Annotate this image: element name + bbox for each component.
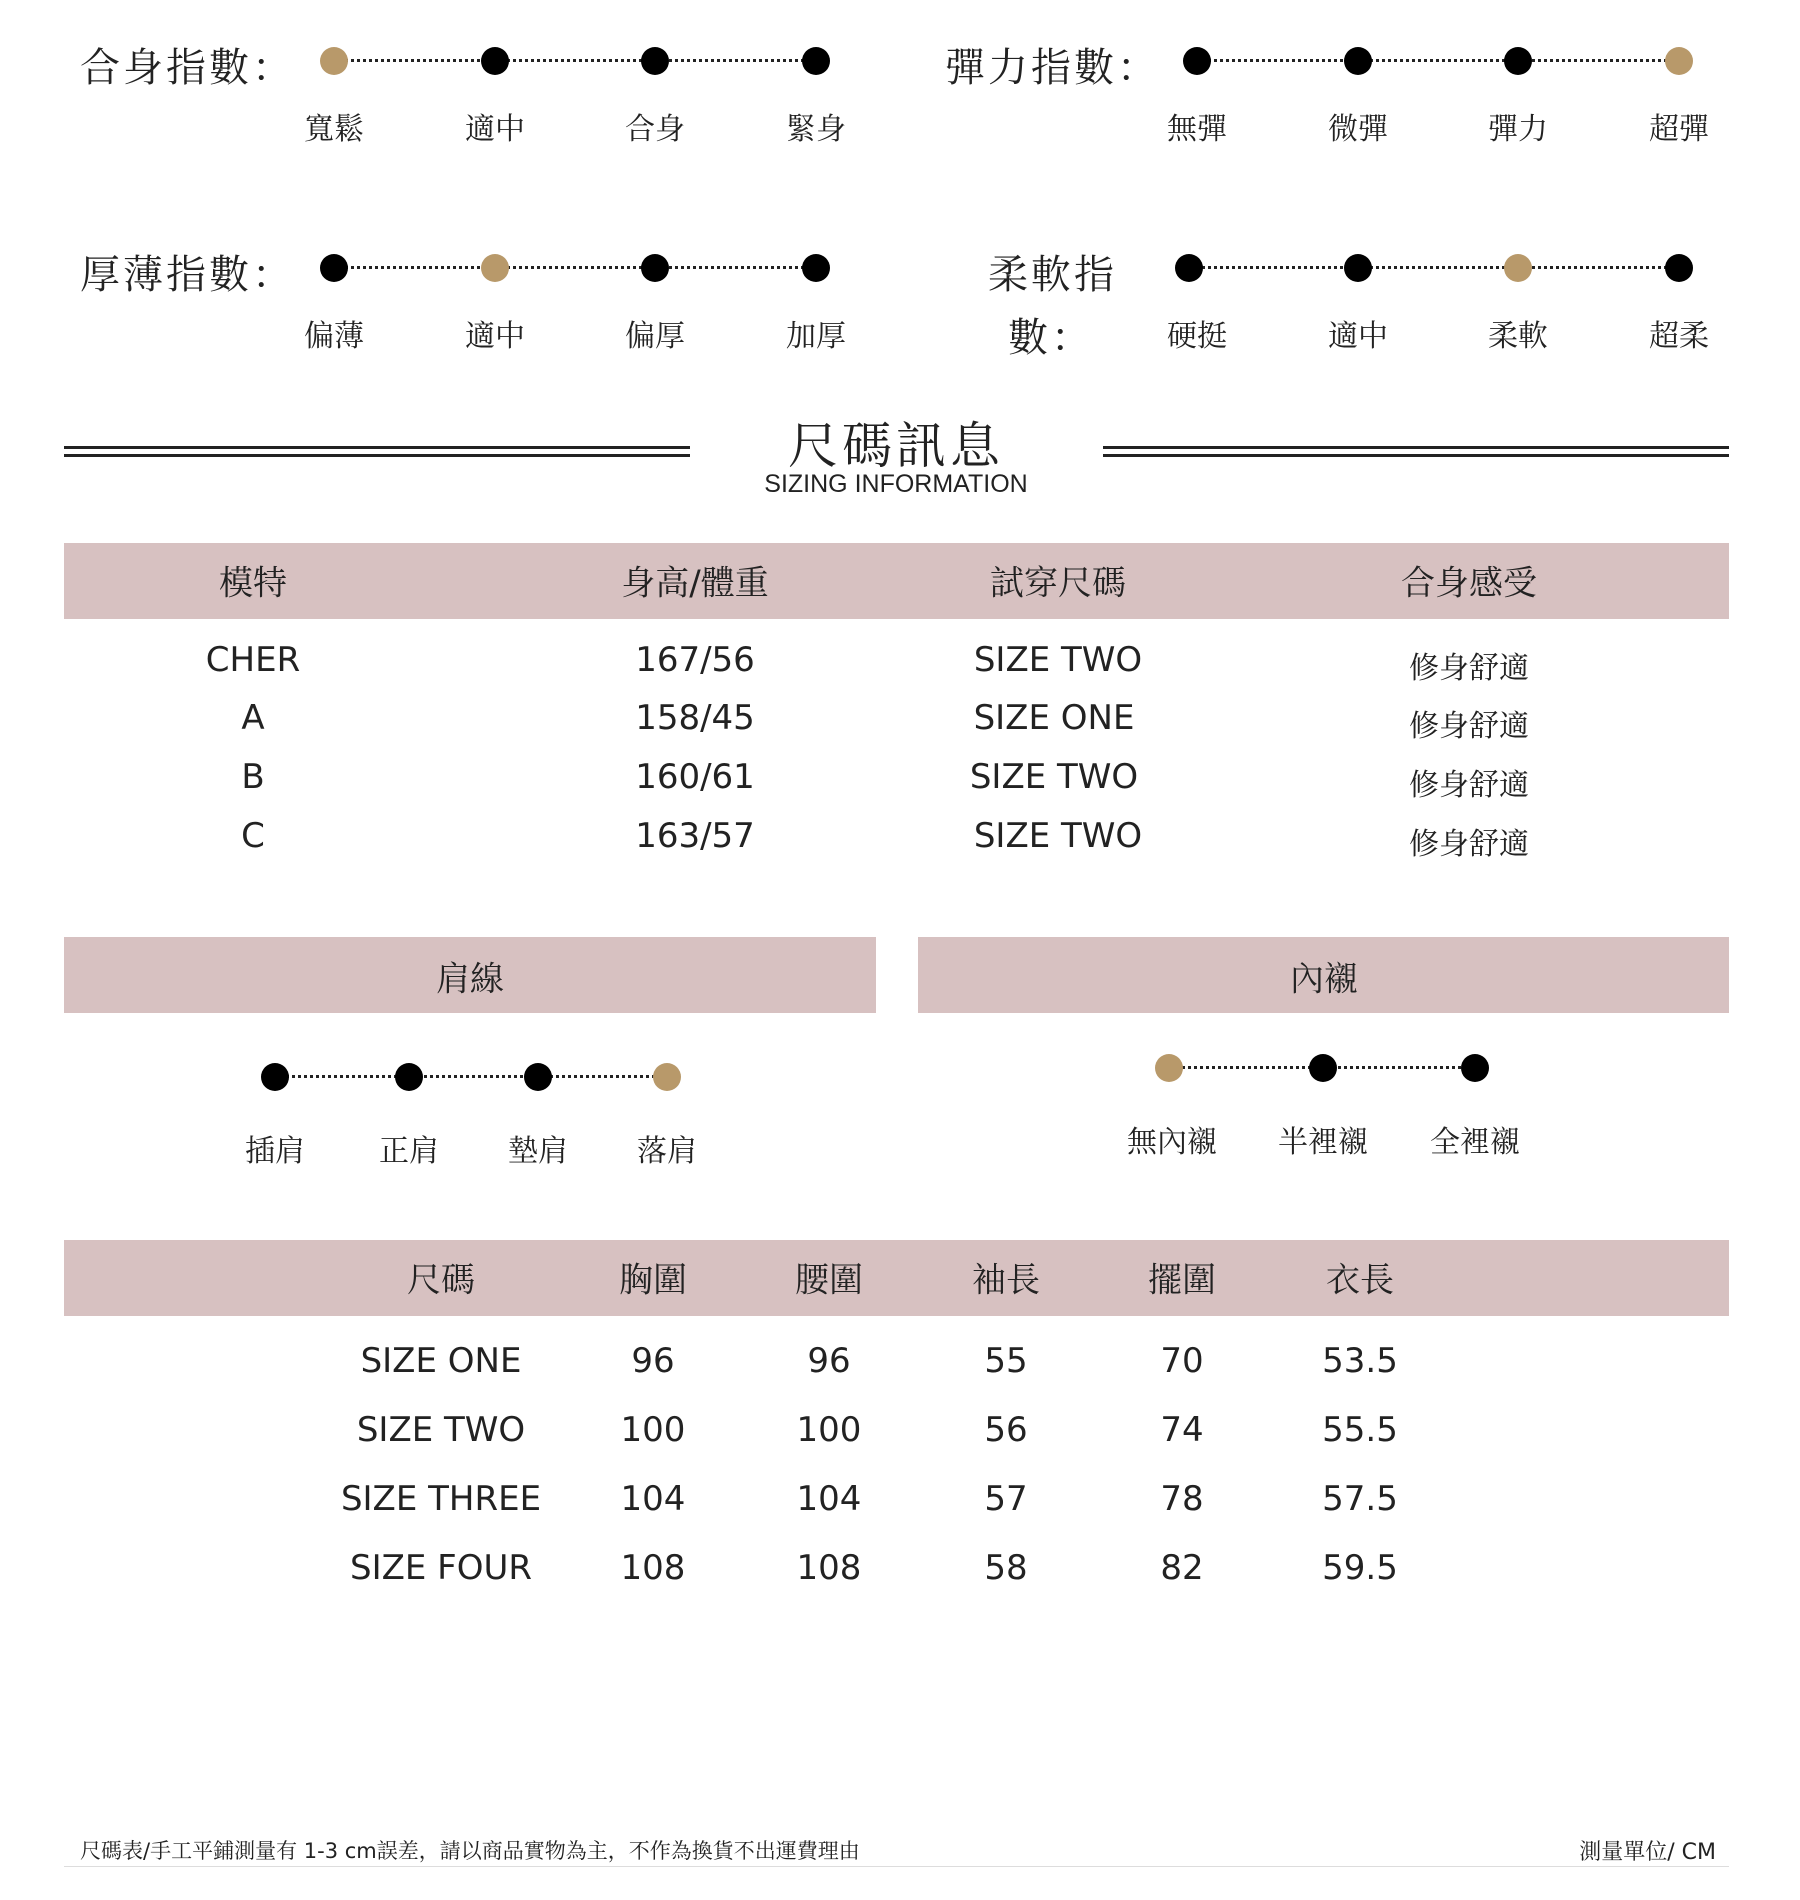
size-cell: SIZE ONE: [360, 1341, 522, 1381]
size-header-cell: 擺圍: [1148, 1260, 1216, 1301]
size-header-cell: 尺碼: [407, 1260, 475, 1301]
size-cell: 100: [796, 1410, 862, 1450]
model-header-cell: 合身感受: [1401, 563, 1537, 604]
thickness-index-track: [334, 266, 816, 269]
model-cell: 修身舒適: [1409, 827, 1529, 862]
size-header-cell: 衣長: [1326, 1260, 1394, 1301]
model-cell: SIZE ONE: [973, 698, 1135, 738]
fit-option-label: 寬鬆: [304, 112, 364, 147]
footer-rule: [64, 1866, 1729, 1867]
heading-rule-right-top: [1103, 446, 1729, 449]
model-header-cell: 模特: [219, 563, 287, 604]
sizing-subtitle: SIZING INFORMATION: [764, 470, 1028, 498]
thickness-index-dot: [802, 254, 830, 282]
softness-option-label: 硬挺: [1167, 319, 1227, 354]
shoulder-option-label: 落肩: [637, 1134, 697, 1169]
model-cell: 167/56: [635, 640, 755, 680]
shoulder-dot: [524, 1063, 552, 1091]
thickness-option-label: 適中: [465, 319, 525, 354]
size-cell: 100: [620, 1410, 686, 1450]
lining-dot: [1461, 1054, 1489, 1082]
size-header-cell: 胸圍: [619, 1260, 687, 1301]
size-cell: 57.5: [1322, 1479, 1398, 1519]
thickness-index-dot: [320, 254, 348, 282]
size-cell: 74: [1160, 1410, 1204, 1450]
lining-dot: [1309, 1054, 1337, 1082]
stretch-option-label: 超彈: [1649, 112, 1709, 147]
softness-index-dot: [1665, 254, 1693, 282]
size-cell: SIZE TWO: [356, 1410, 526, 1450]
thickness-index-dot: [641, 254, 669, 282]
model-cell: B: [241, 757, 265, 797]
softness-option-label: 柔軟: [1488, 319, 1548, 354]
size-cell: SIZE FOUR: [349, 1548, 533, 1588]
thickness-option-label: 偏薄: [304, 319, 364, 354]
model-cell: SIZE TWO: [969, 757, 1139, 797]
lining-option-label: 全裡襯: [1430, 1125, 1520, 1160]
size-cell: 58: [984, 1548, 1028, 1588]
fit-index-track: [334, 59, 816, 62]
shoulder-option-label: 插肩: [245, 1134, 305, 1169]
model-header-cell: 身高/體重: [621, 563, 769, 604]
stretch-option-label: 無彈: [1167, 112, 1227, 147]
softness-index-track: [1189, 266, 1679, 269]
size-cell: 96: [807, 1341, 851, 1381]
fit-option-label: 適中: [465, 112, 525, 147]
thickness-index-dot: [481, 254, 509, 282]
model-cell: CHER: [205, 640, 301, 680]
size-cell: 55: [984, 1341, 1028, 1381]
model-cell: 160/61: [635, 757, 755, 797]
shoulder-track: [275, 1075, 667, 1078]
fit-index-dot: [481, 47, 509, 75]
softness-index-title-line2: 數：: [1008, 315, 1094, 361]
thickness-option-label: 偏厚: [625, 319, 685, 354]
model-cell: C: [241, 816, 265, 856]
model-cell: 修身舒適: [1409, 709, 1529, 744]
footer-note: 尺碼表/手工平鋪測量有 1-3 cm誤差，請以商品實物為主，不作為換貨不出運費理由: [80, 1839, 860, 1863]
stretch-index-dot: [1665, 47, 1693, 75]
size-cell: 56: [984, 1410, 1028, 1450]
softness-index-dot: [1175, 254, 1203, 282]
fit-index-dot: [802, 47, 830, 75]
shoulder-title: 肩線: [436, 959, 504, 1000]
stretch-option-label: 微彈: [1328, 112, 1388, 147]
model-cell: 158/45: [635, 698, 755, 738]
stretch-index-dot: [1344, 47, 1372, 75]
size-cell: 55.5: [1322, 1410, 1398, 1450]
size-cell: 108: [620, 1548, 686, 1588]
model-cell: SIZE TWO: [973, 640, 1143, 680]
thickness-option-label: 加厚: [786, 319, 846, 354]
shoulder-dot: [653, 1063, 681, 1091]
size-header-cell: 袖長: [972, 1260, 1040, 1301]
model-cell: A: [241, 698, 265, 738]
stretch-index-title: 彈力指數：: [945, 45, 1160, 91]
model-cell: SIZE TWO: [973, 816, 1143, 856]
shoulder-dot: [395, 1063, 423, 1091]
size-cell: 78: [1160, 1479, 1204, 1519]
size-cell: 82: [1160, 1548, 1204, 1588]
shoulder-option-label: 正肩: [379, 1134, 439, 1169]
heading-rule-left-bottom: [64, 454, 690, 457]
heading-rule-left-top: [64, 446, 690, 449]
model-cell: 163/57: [635, 816, 755, 856]
size-cell: SIZE THREE: [340, 1479, 542, 1519]
fit-index-dot: [641, 47, 669, 75]
stretch-option-label: 彈力: [1488, 112, 1548, 147]
heading-rule-right-bottom: [1103, 454, 1729, 457]
size-cell: 59.5: [1322, 1548, 1398, 1588]
shoulder-option-label: 墊肩: [508, 1134, 568, 1169]
lining-dot: [1155, 1054, 1183, 1082]
stretch-index-track: [1197, 59, 1679, 62]
lining-option-label: 半裡襯: [1278, 1125, 1368, 1160]
model-header-cell: 試穿尺碼: [990, 563, 1126, 604]
size-cell: 108: [796, 1548, 862, 1588]
measurement-unit: 測量單位/ CM: [1579, 1840, 1716, 1865]
shoulder-dot: [261, 1063, 289, 1091]
size-cell: 70: [1160, 1341, 1204, 1381]
sizing-title: 尺碼訊息: [788, 417, 1004, 475]
size-cell: 57: [984, 1479, 1028, 1519]
model-cell: 修身舒適: [1409, 768, 1529, 803]
size-header-cell: 腰圍: [795, 1260, 863, 1301]
size-cell: 53.5: [1322, 1341, 1398, 1381]
model-cell: 修身舒適: [1409, 651, 1529, 686]
size-cell: 104: [620, 1479, 686, 1519]
softness-option-label: 適中: [1328, 319, 1388, 354]
lining-option-label: 無內襯: [1127, 1125, 1217, 1160]
lining-title: 內襯: [1290, 959, 1358, 1000]
fit-option-label: 合身: [625, 112, 685, 147]
stretch-index-dot: [1183, 47, 1211, 75]
fit-option-label: 緊身: [786, 112, 846, 147]
softness-index-dot: [1344, 254, 1372, 282]
thickness-index-title: 厚薄指數：: [80, 252, 295, 298]
fit-index-dot: [320, 47, 348, 75]
size-cell: 104: [796, 1479, 862, 1519]
size-table-header: [64, 1240, 1729, 1316]
stretch-index-dot: [1504, 47, 1532, 75]
fit-index-title: 合身指數：: [80, 45, 295, 91]
softness-option-label: 超柔: [1649, 319, 1709, 354]
softness-index-dot: [1504, 254, 1532, 282]
softness-index-title-line1: 柔軟指: [988, 252, 1117, 298]
size-cell: 96: [631, 1341, 675, 1381]
